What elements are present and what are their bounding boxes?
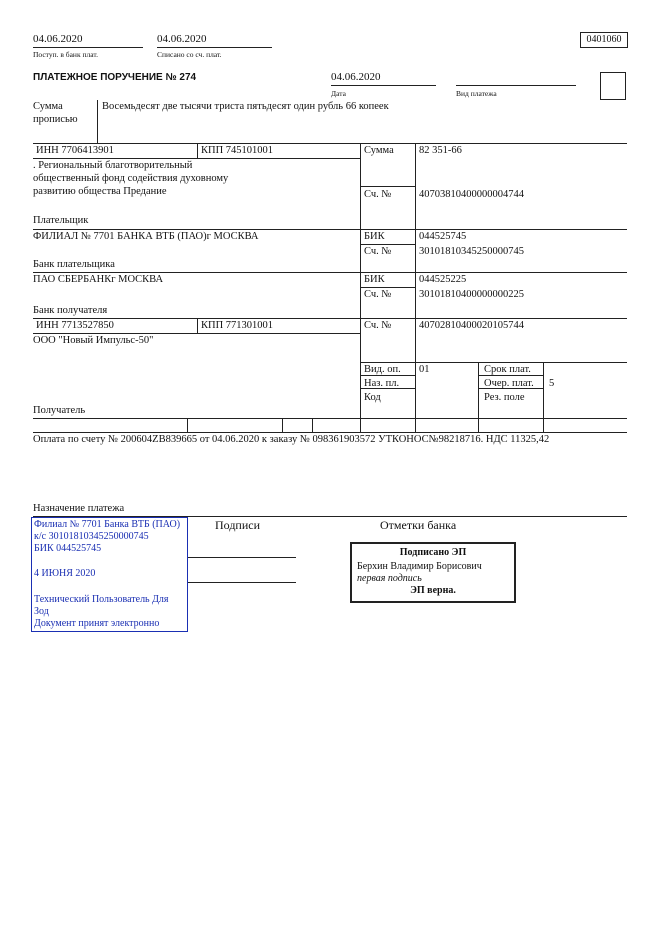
payee-bank-account-label: Сч. №: [364, 289, 392, 300]
divider: [33, 318, 627, 319]
received-date: 04.06.2020: [33, 33, 83, 45]
payment-sum: 82 351-66: [419, 145, 462, 156]
payee-bank-label: Банк получателя: [33, 305, 108, 316]
divider: [360, 244, 415, 245]
form-code: 0401060: [580, 32, 628, 48]
order-value: 5: [549, 378, 555, 389]
payer-name-line-2: общественный фонд содействия духовному: [33, 173, 229, 184]
purpose-text: Оплата по счету № 200604ZB839665 от 04.06.2020 к заказу № 098361903572 УТКОНОС№98218716. НДС 11325,42: [33, 434, 550, 445]
divider: [415, 143, 416, 432]
payer-status-box: [600, 72, 626, 100]
divider: [33, 333, 360, 334]
payer-account-label: Сч. №: [364, 189, 392, 200]
divider: [33, 158, 360, 159]
e-signature-role: первая подпись: [357, 573, 422, 584]
divider: [478, 375, 543, 376]
divider: [33, 432, 627, 433]
divider: [197, 318, 198, 333]
payer-inn: ИНН 7706413901: [36, 145, 114, 156]
amount-words-label: Сумма: [33, 101, 63, 112]
payer-name-line-3: развитию общества Предание: [33, 186, 167, 197]
code-label: Код: [364, 392, 381, 403]
debited-label: Списано со сч. плат.: [157, 50, 222, 59]
divider: [543, 362, 544, 432]
payee-bank-account: 30101810400000000225: [419, 289, 524, 300]
purpose-code-label: Наз. пл.: [364, 378, 400, 389]
divider: [331, 85, 436, 86]
payee-kpp: КПП 771301001: [201, 320, 274, 331]
amount-words-text: Восемьдесят две тысячи триста пятьдесят один рубль 66 копеек: [102, 101, 389, 112]
e-signature-signer: Берхин Владимир Борисович: [357, 561, 482, 572]
divider: [360, 143, 361, 432]
purpose-label: Назначение платежа: [33, 503, 125, 514]
divider: [97, 100, 98, 143]
order-date-label: Дата: [331, 89, 346, 98]
e-signature-title: Подписано ЭП: [399, 547, 467, 558]
e-signature-status: ЭП верна.: [410, 585, 456, 596]
e-signature-box: [350, 542, 516, 603]
order-date: 04.06.2020: [331, 71, 381, 83]
payee-bank-name: ПАО СБЕРБАНКг МОСКВА: [33, 274, 164, 285]
divider: [360, 287, 415, 288]
divider: [360, 186, 415, 187]
divider: [33, 418, 627, 419]
stamp-user: Технический Пользователь Для: [34, 594, 169, 605]
document-title: ПЛАТЕЖНОЕ ПОРУЧЕНИЕ № 274: [33, 72, 197, 83]
amount-words-label-2: прописью: [33, 114, 78, 125]
payee-name: ООО "Новый Импульс-50": [33, 335, 154, 346]
signature-line: [188, 557, 296, 558]
stamp-accepted: Документ принят электронно: [34, 618, 160, 629]
divider: [33, 143, 627, 144]
stamp-bank-name: Филиал № 7701 Банка ВТБ (ПАО): [34, 519, 181, 530]
op-type-value: 01: [419, 364, 430, 375]
bank-stamp: [31, 517, 188, 632]
divider: [187, 418, 188, 432]
divider: [360, 375, 415, 376]
bank-marks-label: Отметки банка: [380, 518, 457, 532]
payer-bank-account: 30101810345250000745: [419, 246, 524, 257]
payer-bank-bik: 044525745: [419, 231, 467, 242]
payer-bank-bik-label: БИК: [364, 231, 385, 242]
payer-name-line-1: . Региональный благотворительный: [33, 160, 193, 171]
signature-line: [188, 582, 296, 583]
payee-account-label: Сч. №: [364, 320, 392, 331]
payer-bank-name: ФИЛИАЛ № 7701 БАНКА ВТБ (ПАО)г МОСКВА: [33, 231, 259, 242]
divider: [282, 418, 283, 432]
divider: [33, 47, 143, 48]
payer-account: 40703810400000004744: [419, 189, 524, 200]
divider: [33, 229, 627, 230]
divider: [157, 47, 272, 48]
term-label: Срок плат.: [484, 364, 531, 375]
received-label: Поступ. в банк плат.: [33, 50, 98, 59]
divider: [197, 143, 198, 158]
divider: [312, 418, 313, 432]
payee-bank-bik: 044525225: [419, 274, 467, 285]
reserve-label: Рез. поле: [484, 392, 525, 403]
payee-label: Получатель: [33, 405, 86, 416]
divider: [478, 362, 479, 432]
sum-label: Сумма: [364, 145, 394, 156]
payment-type-label: Вид платежа: [456, 89, 497, 98]
divider: [33, 272, 627, 273]
stamp-corr-account: к/с 30101810345250000745: [34, 531, 149, 542]
payer-kpp: КПП 745101001: [201, 145, 274, 156]
payee-inn: ИНН 7713527850: [36, 320, 114, 331]
payer-label: Плательщик: [33, 215, 89, 226]
payer-bank-label: Банк плательщика: [33, 259, 115, 270]
op-type-label: Вид. оп.: [364, 364, 401, 375]
stamp-date: 4 ИЮНЯ 2020: [34, 568, 96, 579]
signatures-label: Подписи: [215, 518, 261, 532]
payee-bank-bik-label: БИК: [364, 274, 385, 285]
stamp-user-2: Зод: [34, 606, 49, 617]
stamp-bik: БИК 044525745: [34, 543, 102, 554]
debited-date: 04.06.2020: [157, 33, 207, 45]
order-label: Очер. плат.: [484, 378, 534, 389]
divider: [456, 85, 576, 86]
payer-bank-account-label: Сч. №: [364, 246, 392, 257]
divider: [360, 362, 627, 363]
payee-account: 40702810400020105744: [419, 320, 524, 331]
